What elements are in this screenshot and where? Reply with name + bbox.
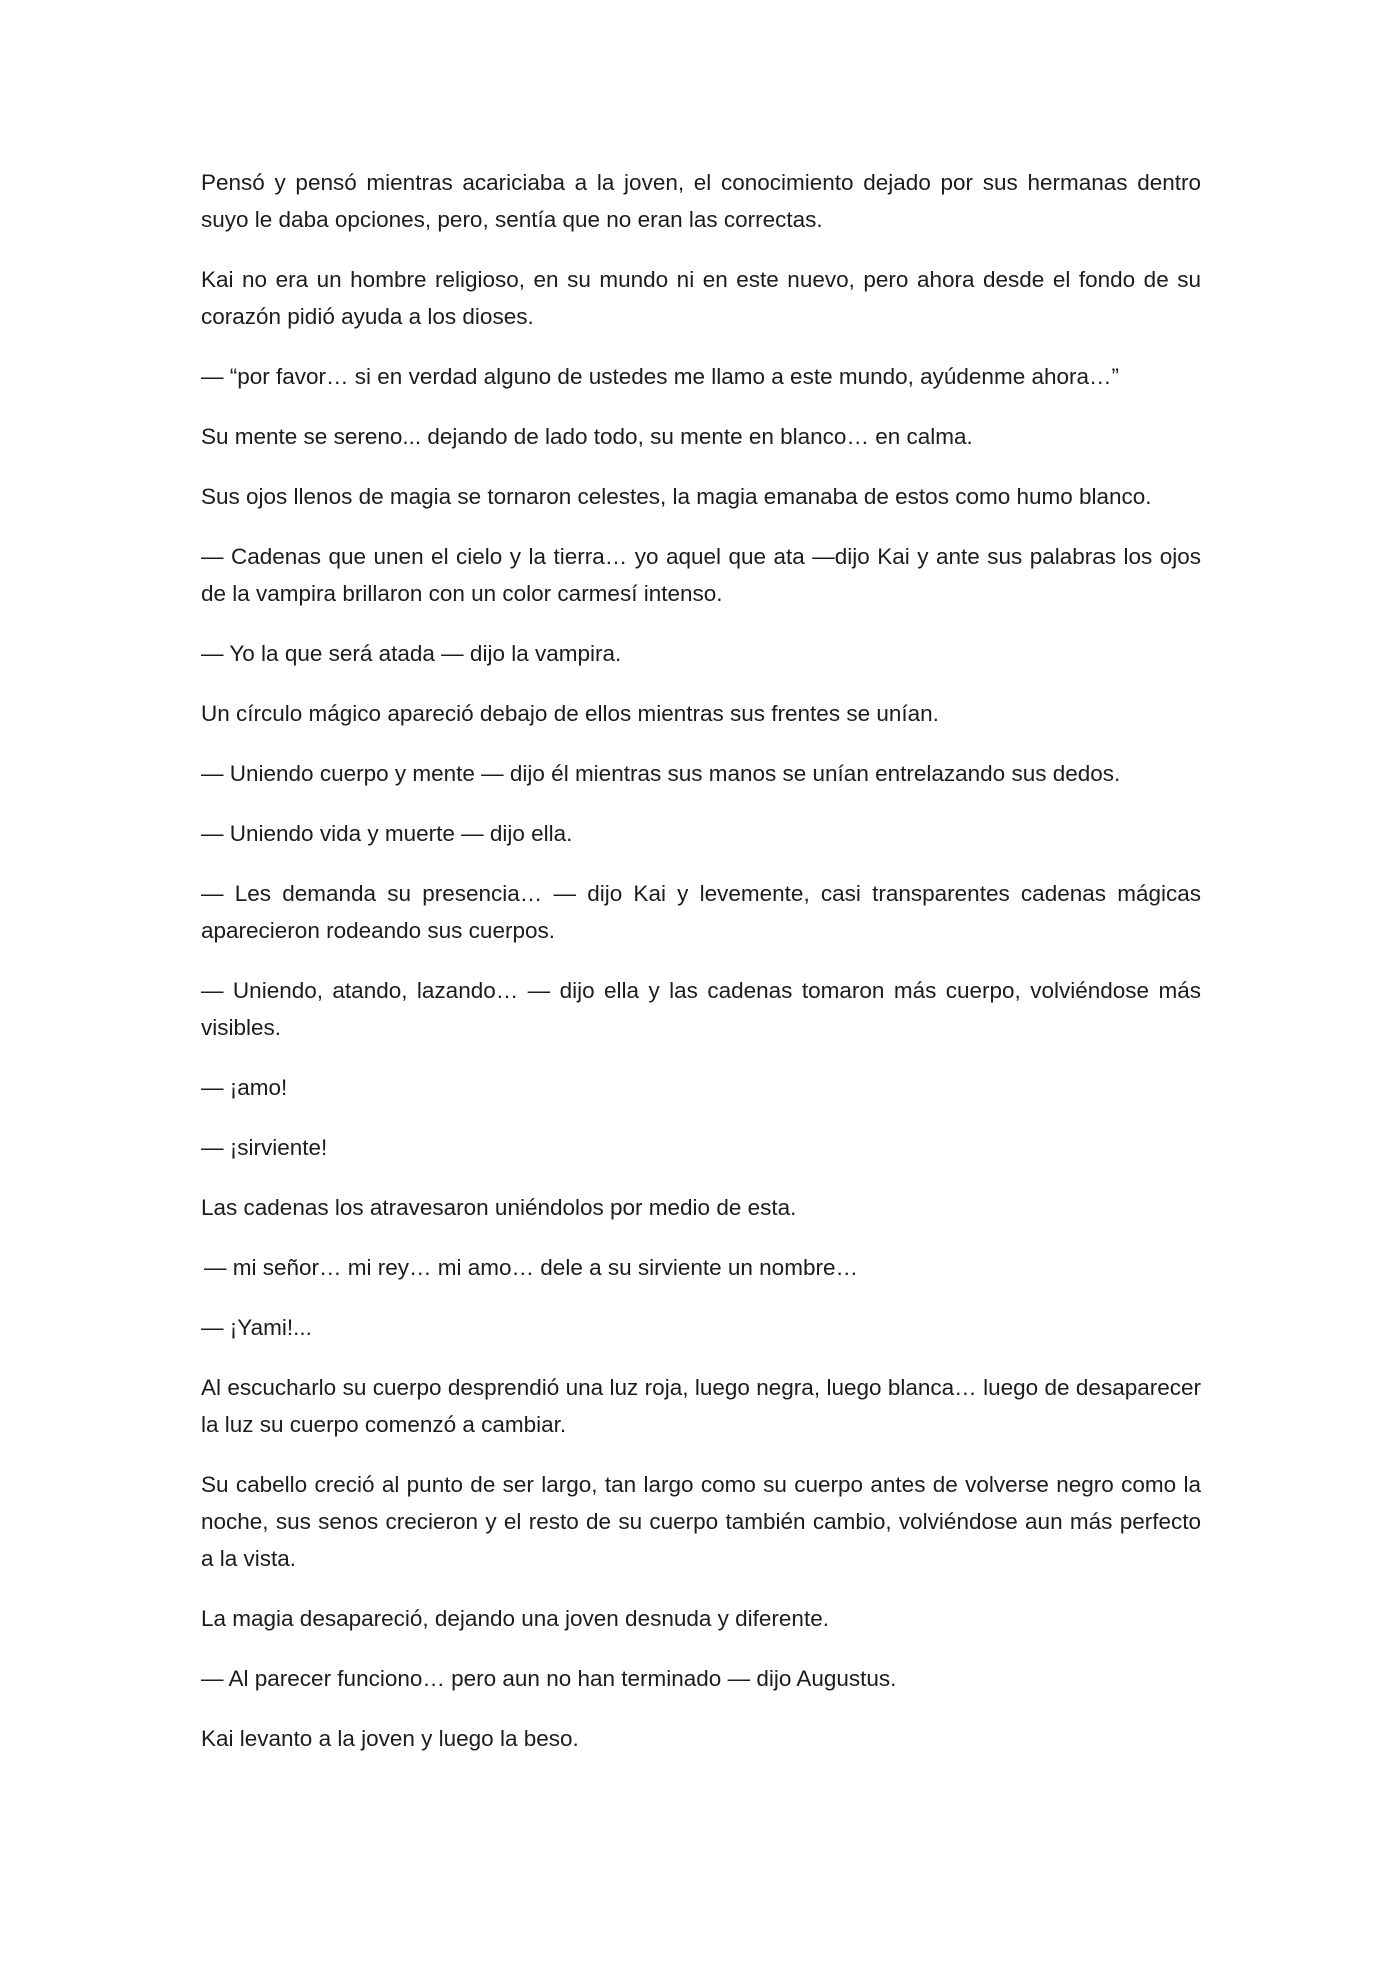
- document-body: [201, 164, 1201, 1780]
- paragraph: — Les demanda su presencia… — dijo Kai y levemente, casi transparentes cadenas mágicas aparecieron rodeando sus cuerpos.: [201, 881, 1201, 943]
- paragraph: — Uniendo vida y muerte — dijo ella.: [201, 821, 573, 846]
- paragraph: Un círculo mágico apareció debajo de ellos mientras sus frentes se unían.: [201, 701, 939, 726]
- paragraph: Sus ojos llenos de magia se tornaron celestes, la magia emanaba de estos como humo blanco.: [201, 484, 1152, 509]
- paragraph: Su cabello creció al punto de ser largo, tan largo como su cuerpo antes de volverse negro como la noche, sus senos crecieron y el resto de su cuerpo también cambio, volviéndose aun más perfecto a la vista.: [201, 1472, 1201, 1571]
- paragraph: Pensó y pensó mientras acariciaba a la joven, el conocimiento dejado por sus hermanas dentro suyo le daba opciones, pero, sentía que no eran las correctas.: [201, 170, 1201, 232]
- paragraph: Al escucharlo su cuerpo desprendió una luz roja, luego negra, luego blanca… luego de desaparecer la luz su cuerpo comenzó a cambiar.: [201, 1375, 1201, 1437]
- paragraph: — Uniendo cuerpo y mente — dijo él mientras sus manos se unían entrelazando sus dedos.: [201, 761, 1121, 786]
- paragraph: — “por favor… si en verdad alguno de ustedes me llamo a este mundo, ayúdenme ahora…”: [201, 364, 1119, 389]
- paragraph: — Al parecer funciono… pero aun no han terminado — dijo Augustus.: [201, 1666, 897, 1691]
- paragraph: — ¡Yami!...: [201, 1315, 312, 1340]
- paragraph: Kai levanto a la joven y luego la beso.: [201, 1726, 579, 1751]
- paragraph: — mi señor… mi rey… mi amo… dele a su sirviente un nombre…: [204, 1255, 858, 1280]
- paragraph: Su mente se sereno... dejando de lado todo, su mente en blanco… en calma.: [201, 424, 973, 449]
- paragraph: — ¡sirviente!: [201, 1135, 328, 1160]
- paragraph: — Cadenas que unen el cielo y la tierra… yo aquel que ata —dijo Kai y ante sus palabras los ojos de la vampira brillaron con un color carmesí intenso.: [201, 544, 1201, 606]
- paragraph: — Yo la que será atada — dijo la vampira.: [201, 641, 622, 666]
- paragraph: — Uniendo, atando, lazando… — dijo ella y las cadenas tomaron más cuerpo, volviéndose más visibles.: [201, 978, 1201, 1040]
- paragraph: La magia desapareció, dejando una joven desnuda y diferente.: [201, 1606, 829, 1631]
- paragraph: Las cadenas los atravesaron uniéndolos por medio de esta.: [201, 1195, 797, 1220]
- paragraph: — ¡amo!: [201, 1075, 288, 1100]
- paragraph: Kai no era un hombre religioso, en su mundo ni en este nuevo, pero ahora desde el fondo de su corazón pidió ayuda a los dioses.: [201, 267, 1201, 329]
